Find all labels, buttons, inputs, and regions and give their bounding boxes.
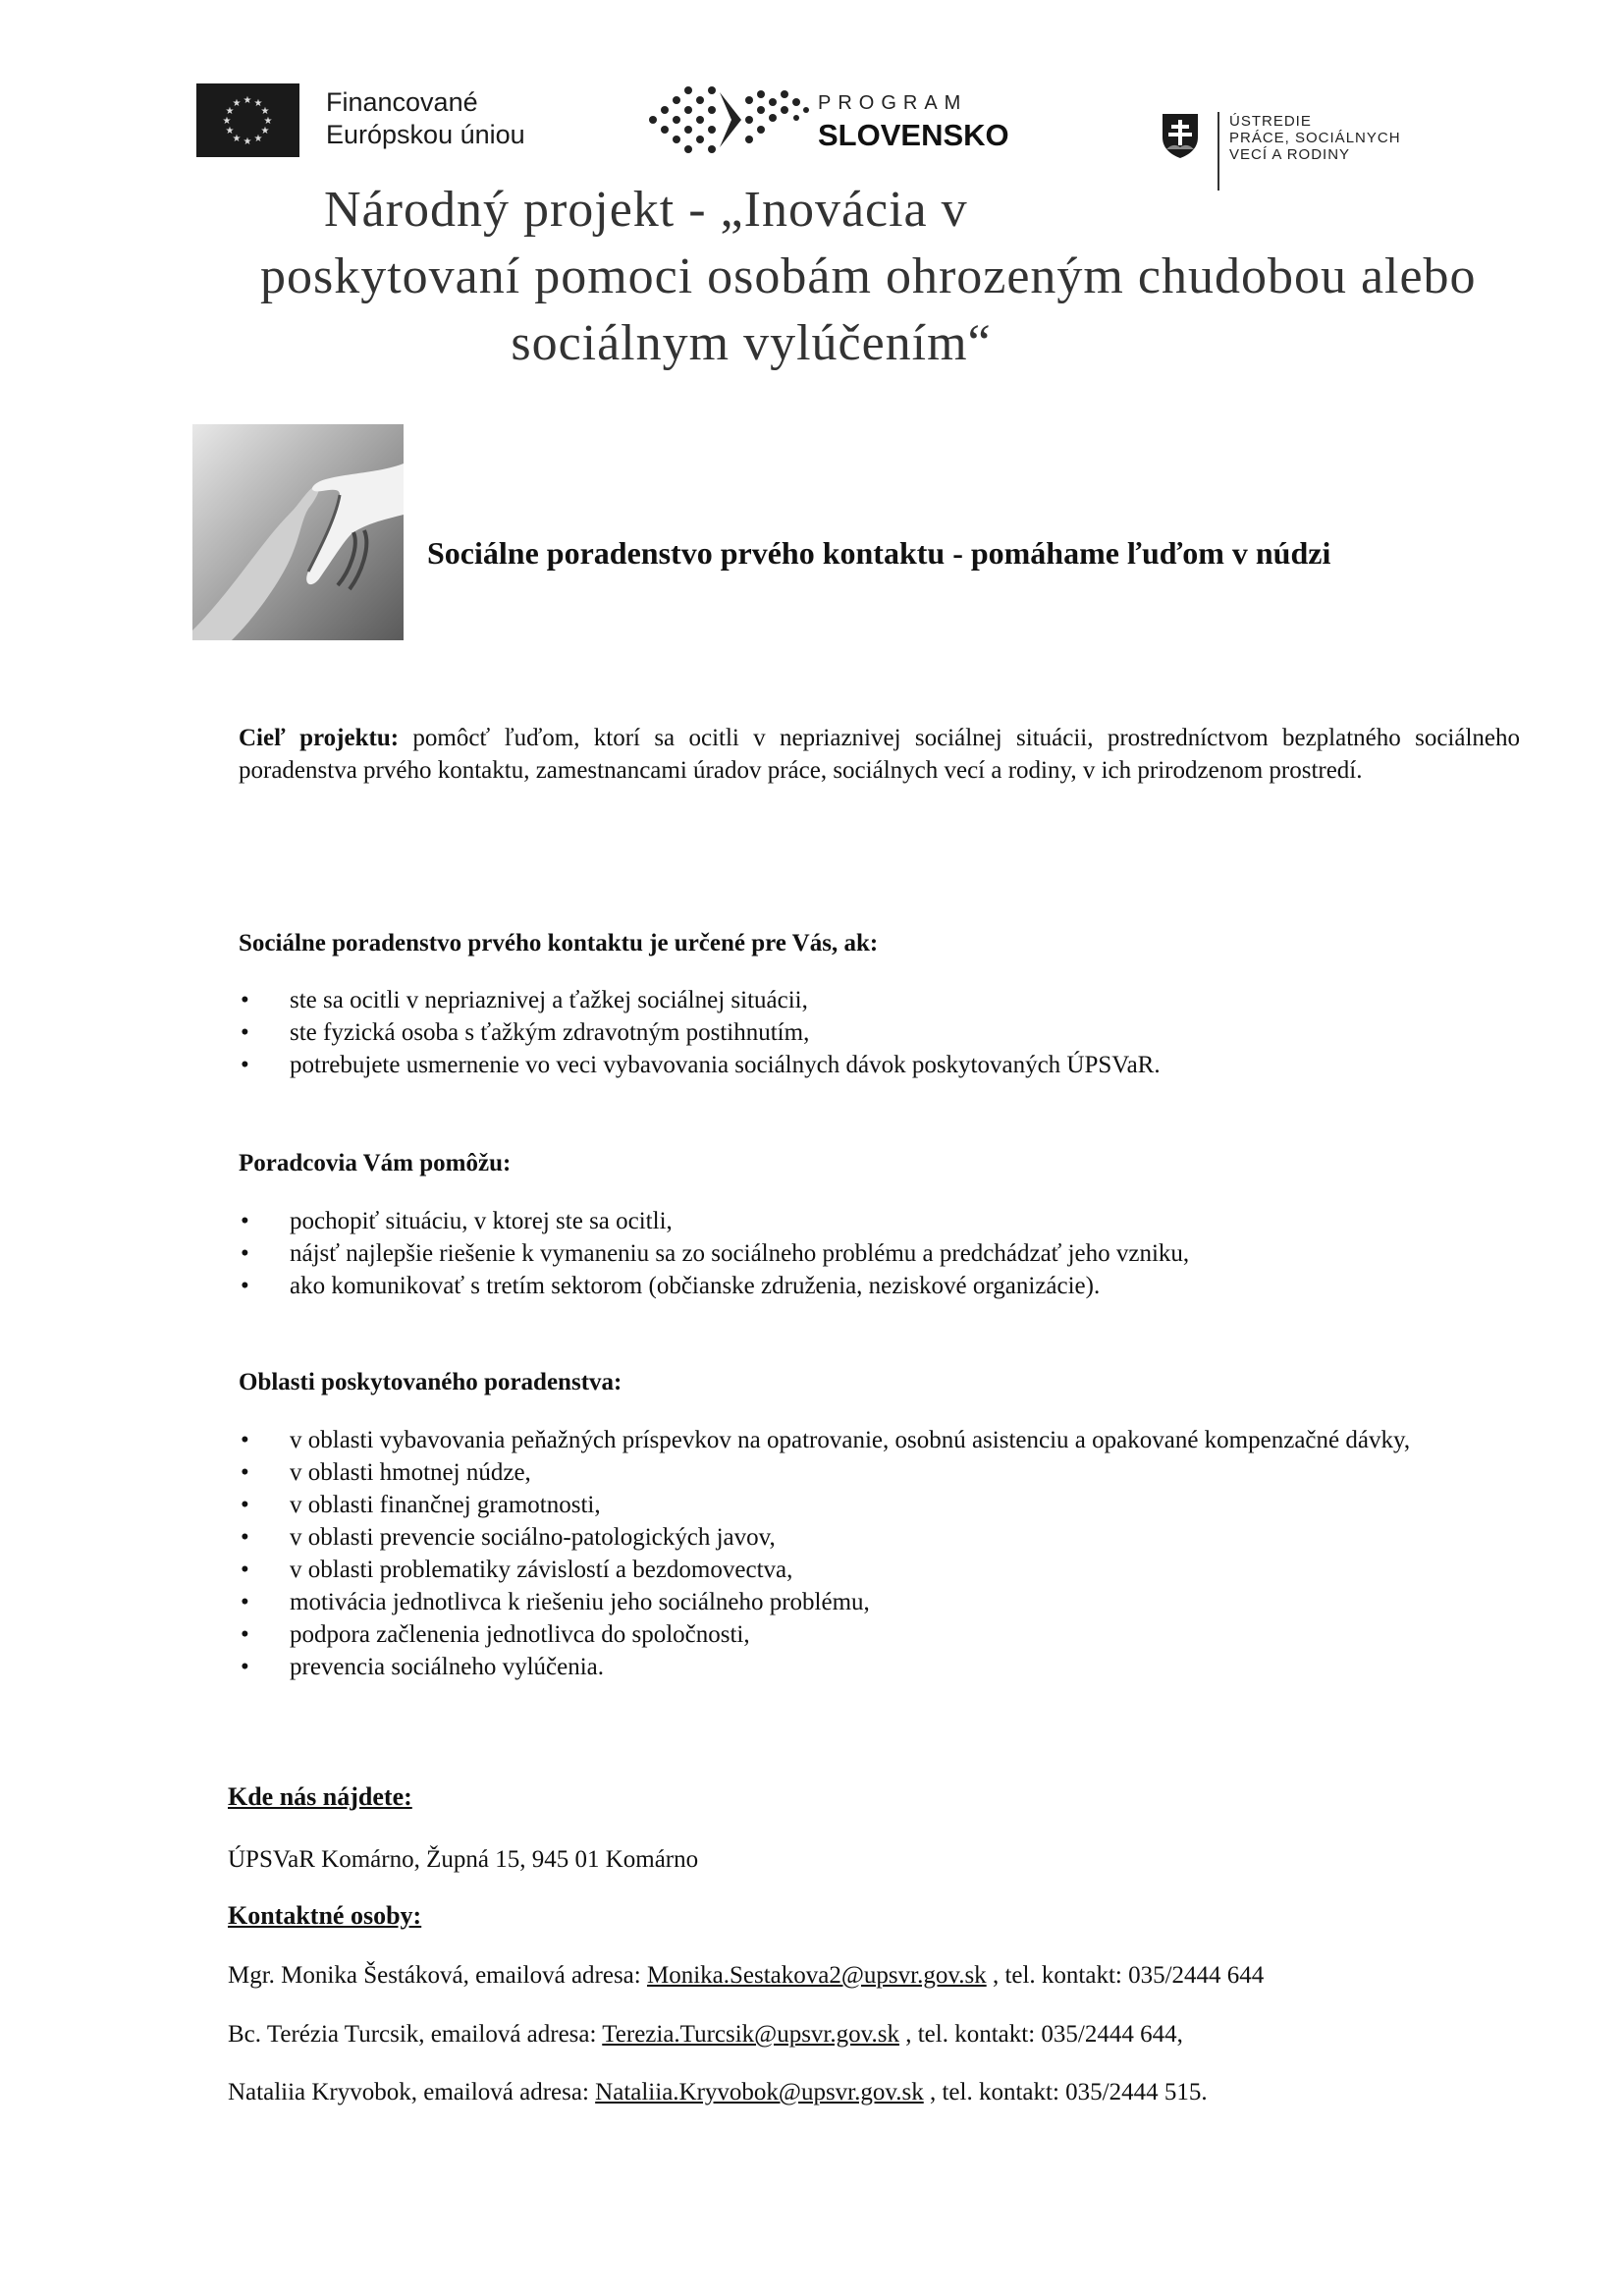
slovensko-label: SLOVENSKO — [818, 118, 1009, 152]
list-item: • ako komunikovať s tretím sektorom (občianske združenia, neziskové organizácie). — [241, 1270, 1522, 1302]
section2-list — [241, 1205, 1522, 1302]
section3-heading: Oblasti poskytovaného poradenstva: — [239, 1369, 622, 1395]
contacts-heading: Kontaktné osoby: — [228, 1901, 422, 1930]
list-item: • podpora začlenenia jednotlivca do spoločnosti, — [241, 1618, 1522, 1651]
program-label: PROGRAM — [818, 92, 968, 114]
bullet-icon: • — [241, 1019, 249, 1046]
bullet-icon: • — [241, 1621, 249, 1648]
office-address: ÚPSVaR Komárno, Župná 15, 945 01 Komárno — [228, 1846, 699, 1873]
eu-flag-icon — [196, 83, 299, 157]
list-item: • potrebujete usmernenie vo veci vybavovania sociálnych dávok poskytovaných ÚPSVaR. — [241, 1049, 1522, 1081]
list-item: • motivácia jednotlivca k riešeniu jeho sociálneho problému, — [241, 1586, 1522, 1618]
page-subtitle: Sociálne poradenstvo prvého kontaktu - pomáhame ľuďom v núdzi — [427, 535, 1331, 571]
list-item: • nájsť najlepšie riešenie k vymaneniu sa zo sociálneho problému a predchádzať jeho vzniku, — [241, 1237, 1522, 1270]
list-item: • prevencia sociálneho vylúčenia. — [241, 1651, 1522, 1683]
svg-text:★: ★ — [225, 106, 235, 117]
svg-text:★: ★ — [260, 126, 270, 137]
bullet-icon: • — [241, 1654, 249, 1680]
bullet-icon: • — [241, 1557, 249, 1583]
bullet-icon: • — [241, 1459, 249, 1486]
section1-heading: Sociálne poradenstvo prvého kontaktu je určené pre Vás, ak: — [239, 930, 879, 957]
bullet-icon: • — [241, 1273, 249, 1299]
list-item: • ste sa ocitli v nepriaznivej a ťažkej sociálnej situácii, — [241, 984, 1522, 1016]
upsvar-label: ÚSTREDIE PRÁCE, SOCIÁLNYCH VECÍ A RODINY — [1229, 113, 1401, 163]
location-heading: Kde nás nájdete: — [228, 1782, 412, 1811]
list-item: • v oblasti finančnej gramotnosti, — [241, 1489, 1522, 1521]
project-aim — [239, 722, 1520, 787]
eu-funding-label: Financované Európskou úniou — [326, 87, 525, 149]
contact-row: Bc. Terézia Turcsik, emailová adresa: Terezia.Turcsik@upsvr.gov.sk , tel. kontakt: 035/2444 644, — [228, 2021, 1183, 2048]
bullet-icon: • — [241, 1240, 249, 1267]
project-aim-label: Cieľ projektu: — [239, 725, 400, 751]
list-item: • v oblasti vybavovania peňažných príspevkov na opatrovanie, osobnú asistenciu a opakované kompenzačné dávky, — [241, 1424, 1522, 1456]
email-link[interactable]: Nataliia.Kryvobok@upsvr.gov.sk — [595, 2079, 924, 2105]
svg-text:★: ★ — [243, 137, 252, 147]
bullet-icon: • — [241, 1589, 249, 1615]
list-item: • ste fyzická osoba s ťažkým zdravotným postihnutím, — [241, 1016, 1522, 1049]
svg-text:★: ★ — [232, 134, 242, 144]
helping-hands-photo — [192, 424, 404, 640]
contact-row: Mgr. Monika Šestáková, emailová adresa: Monika.Sestakova2@upsvr.gov.sk , tel. kontakt: 035/2444 644 — [228, 1962, 1265, 1989]
program-slovensko-logo-icon — [643, 81, 810, 164]
bullet-icon: • — [241, 987, 249, 1013]
list-item: • v oblasti hmotnej núdze, — [241, 1456, 1522, 1489]
project-aim-text: pomôcť ľuďom, ktorí sa ocitli v nepriaznivej sociálnej situácii, prostredníctvom bezplatného sociálneho poradenstva prvého kontaktu, zamestnancami úradov práce, sociálnych vecí a rodiny, v ich prirodzenom prostredí. — [239, 725, 1520, 784]
bullet-icon: • — [241, 1427, 249, 1453]
slovak-coat-of-arms-icon — [1161, 112, 1200, 164]
list-item: • pochopiť situáciu, v ktorej ste sa ocitli, — [241, 1205, 1522, 1237]
section2-heading: Poradcovia Vám pomôžu: — [239, 1150, 512, 1176]
svg-text:★: ★ — [253, 98, 263, 109]
section1-list — [241, 984, 1522, 1081]
email-link[interactable]: Monika.Sestakova2@upsvr.gov.sk — [646, 1962, 987, 1989]
svg-text:★: ★ — [232, 98, 242, 109]
svg-text:★: ★ — [222, 116, 232, 127]
svg-text:★: ★ — [263, 116, 273, 127]
svg-text:★: ★ — [243, 95, 252, 106]
list-item: • v oblasti problematiky závislostí a bezdomovectva, — [241, 1554, 1522, 1586]
list-item: • v oblasti prevencie sociálno-patologických javov, — [241, 1521, 1522, 1554]
contact-row: Nataliia Kryvobok, emailová adresa: Nataliia.Kryvobok@upsvr.gov.sk , tel. kontakt: 035/2444 515. — [228, 2079, 1208, 2105]
svg-text:★: ★ — [253, 134, 263, 144]
bullet-icon: • — [241, 1492, 249, 1518]
svg-text:★: ★ — [225, 126, 235, 137]
svg-text:★: ★ — [260, 106, 270, 117]
document-title: Národný projekt - „Inovácia v poskytovaní pomoci osobám ohrozeným chudobou alebo sociálnym vylúčením“ — [260, 182, 1477, 371]
bullet-icon: • — [241, 1052, 249, 1078]
bullet-icon: • — [241, 1524, 249, 1551]
section3-list — [241, 1424, 1522, 1683]
email-link[interactable]: Terezia.Turcsik@upsvr.gov.sk — [602, 2021, 899, 2048]
bullet-icon: • — [241, 1208, 249, 1234]
